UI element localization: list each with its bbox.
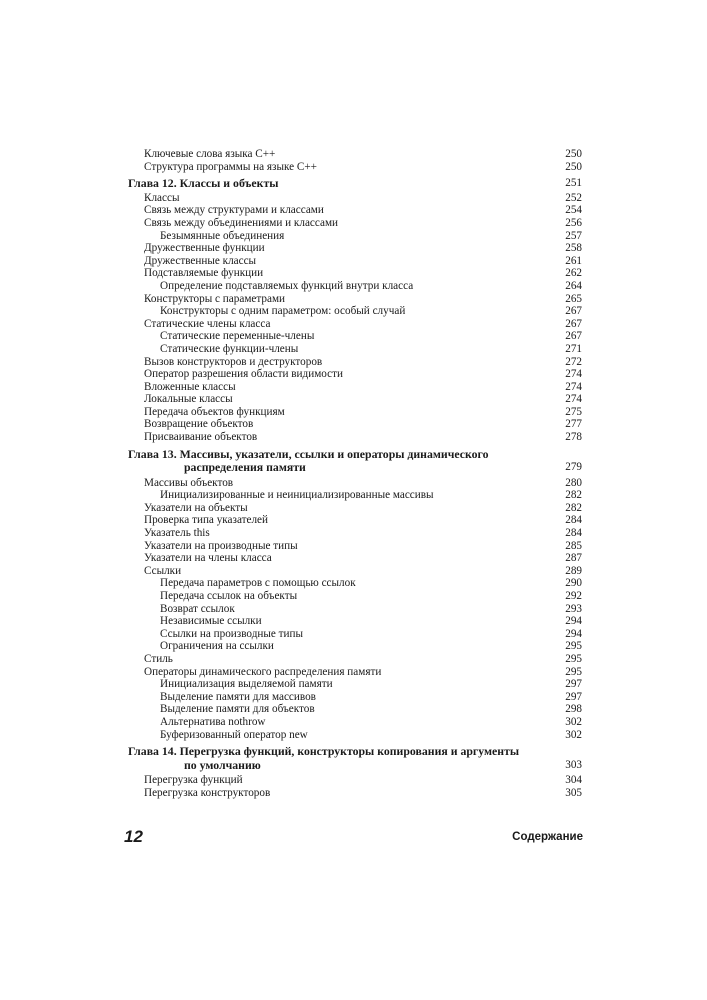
toc-entry-title: Конструкторы с параметрами [144,292,286,305]
toc-entry [128,502,582,515]
toc-page-number: 294 [565,627,582,640]
toc-entry-title: Перегрузка конструкторов [144,786,271,799]
toc-entry-title: Указатели на производные типы [144,539,298,552]
toc-entry-title: Связь между структурами и классами [144,204,324,217]
toc-entry-title: Связь между объединениями и классами [144,216,339,229]
toc-entry-title: Структура программы на языке C++ [144,160,317,173]
toc-entry [128,318,582,331]
toc-page-number: 254 [565,204,582,217]
toc-entry [128,703,582,716]
toc-page-number: 295 [565,640,582,653]
toc-entry [128,552,582,565]
toc-page-number: 289 [565,564,582,577]
toc-entry [128,678,582,691]
toc-page-number: 280 [565,476,582,489]
toc-entry-title: Дружественные функции [144,242,265,255]
toc-entry-title: Вызов конструкторов и деструкторов [144,355,323,368]
toc-entry-title: Ссылки [144,564,182,577]
toc-entry [128,280,582,293]
toc-entry-title: Массивы объектов [144,476,234,489]
toc-entry-title: Подставляемые функции [144,267,264,280]
toc-page-number: 277 [565,418,582,431]
toc-page-number: 261 [565,254,582,267]
toc-entry [128,603,582,616]
toc-page-number: 302 [565,715,582,728]
toc-entry-title: Инициализированные и неинициализированные массивы [160,489,434,502]
toc-entry [128,640,582,653]
toc-entry [128,406,582,419]
toc-entry-title: Оператор разрешения области видимости [144,368,343,381]
toc-page-number: 295 [565,665,582,678]
toc-page-number: 305 [565,786,582,799]
toc-entry-title: Локальные классы [144,393,233,406]
toc-page-number: 275 [565,405,582,418]
toc-entry-title: Вложенные классы [144,380,236,393]
toc-entry-title: Возвращение объектов [144,418,254,431]
toc-page-number: 252 [565,191,582,204]
toc-entry-title: Ссылки на производные типы [160,627,304,640]
toc-entry [128,204,582,217]
toc-entry-title: Конструкторы с одним параметром: особый случай [160,305,406,318]
toc-page-number: 274 [565,380,582,393]
toc-entry-title: Возврат ссылок [160,602,235,615]
toc-entry [128,774,582,787]
toc-entry-title: Инициализация выделяемой памяти [160,678,333,691]
toc-entry [128,161,582,174]
toc-chapter-entry [128,448,582,475]
toc-entry [128,230,582,243]
page-number: 12 [124,827,143,846]
toc-entry [128,577,582,590]
toc-entry [128,381,582,394]
toc-page-number: 256 [565,216,582,229]
toc-entry [128,565,582,578]
toc-entry [128,477,582,490]
toc-page-number: 271 [565,342,582,355]
toc-page-number: 304 [565,774,582,787]
toc-page-number: 267 [565,305,582,318]
toc-page-number: 250 [565,160,582,173]
toc-entry-title: Стиль [144,652,173,665]
toc-entry [128,330,582,343]
toc-entry [128,293,582,306]
toc-page-number: 284 [565,514,582,527]
toc-entry-title: Передача объектов функциям [144,405,285,418]
toc-entry [128,305,582,318]
toc-chapter-entry [128,177,582,190]
toc-page-number: 297 [565,690,582,703]
toc-page-number: 294 [565,615,582,628]
toc-chapter-entry [128,745,582,772]
toc-entry-title: Независимые ссылки [160,615,262,628]
toc-entry-title: Перегрузка функций [144,774,243,787]
toc-chapter-title-continued: распределения памяти [184,460,306,475]
toc-entry [128,590,582,603]
toc-entry-title: Дружественные классы [144,254,257,267]
toc-entry [128,431,582,444]
toc-page-number: 297 [565,678,582,691]
toc-entry [128,527,582,540]
toc-page-number: 251 [565,177,582,190]
toc-chapter-title-continued: по умолчанию [184,757,261,772]
toc-entry [128,393,582,406]
toc-entry [128,514,582,527]
toc-page-number: 250 [565,148,582,160]
toc-page-number: 274 [565,368,582,381]
toc-page-number: 279 [565,461,582,474]
toc-entry [128,691,582,704]
toc-chapter-title: Глава 14. Перегрузка функций, конструкторы копирования и аргументы [128,744,520,759]
toc-entry [128,148,582,161]
toc-entry [128,242,582,255]
toc-entry [128,217,582,230]
toc-page-number: 293 [565,602,582,615]
toc-page-number: 295 [565,652,582,665]
toc-entry [128,716,582,729]
toc-entry [128,343,582,356]
toc-entry [128,787,582,800]
toc-entry [128,489,582,502]
toc-chapter-title: Глава 12. Классы и объекты [128,176,279,191]
toc-entry-title: Ограничения на ссылки [160,640,274,653]
toc-entry [128,666,582,679]
toc-entry-title: Определение подставляемых функций внутри класса [160,279,414,292]
toc-page-number: 262 [565,267,582,280]
toc-entry-title: Передача параметров с помощью ссылок [160,577,356,590]
toc-entry [128,255,582,268]
toc-entry-title: Указатели на члены класса [144,552,272,565]
toc-entry-title: Статические члены класса [144,317,271,330]
toc-chapter-title: Глава 13. Массивы, указатели, ссылки и операторы динамического [128,446,489,461]
table-of-contents [128,148,582,799]
toc-entry [128,368,582,381]
toc-entry [128,729,582,742]
toc-page-number: 290 [565,577,582,590]
toc-page-number: 302 [565,728,582,741]
toc-page-number: 298 [565,703,582,716]
toc-page-number: 267 [565,330,582,343]
toc-entry-title: Указатель this [144,527,210,540]
toc-entry-title: Указатели на объекты [144,501,248,514]
toc-entry-title: Операторы динамического распределения памяти [144,665,382,678]
toc-page-number: 264 [565,279,582,292]
toc-entry-title: Буферизованный оператор new [160,728,308,741]
toc-entry-title: Выделение памяти для объектов [160,703,315,716]
toc-entry-title: Статические переменные-члены [160,330,315,343]
toc-entry [128,653,582,666]
toc-page-number: 257 [565,229,582,242]
toc-entry-title: Ключевые слова языка C++ [144,148,276,160]
toc-page-number: 265 [565,292,582,305]
toc-entry [128,192,582,205]
toc-entry [128,540,582,553]
toc-page-number: 287 [565,552,582,565]
toc-page-number: 284 [565,527,582,540]
toc-entry-title: Классы [144,191,180,204]
toc-entry-title: Выделение памяти для массивов [160,690,316,703]
toc-page-number: 267 [565,317,582,330]
toc-page-number: 272 [565,355,582,368]
toc-page-number: 285 [565,539,582,552]
toc-page-number: 278 [565,431,582,444]
toc-page-number: 258 [565,242,582,255]
toc-entry-title: Передача ссылок на объекты [160,590,298,602]
toc-entry [128,628,582,641]
toc-entry [128,418,582,431]
toc-entry-title: Безымянные объединения [160,229,285,242]
running-header-title: Содержание [512,831,583,843]
toc-page-number: 292 [565,590,582,602]
toc-page-number: 303 [565,758,582,771]
toc-page-number: 282 [565,501,582,514]
toc-entry-title: Альтернатива nothrow [160,715,266,728]
toc-entry [128,615,582,628]
toc-entry-title: Проверка типа указателей [144,514,269,527]
toc-entry [128,356,582,369]
toc-page-number: 274 [565,393,582,406]
toc-entry [128,267,582,280]
toc-entry-title: Статические функции-члены [160,342,299,355]
toc-entry-title: Присваивание объектов [144,431,258,444]
toc-page-number: 282 [565,489,582,502]
